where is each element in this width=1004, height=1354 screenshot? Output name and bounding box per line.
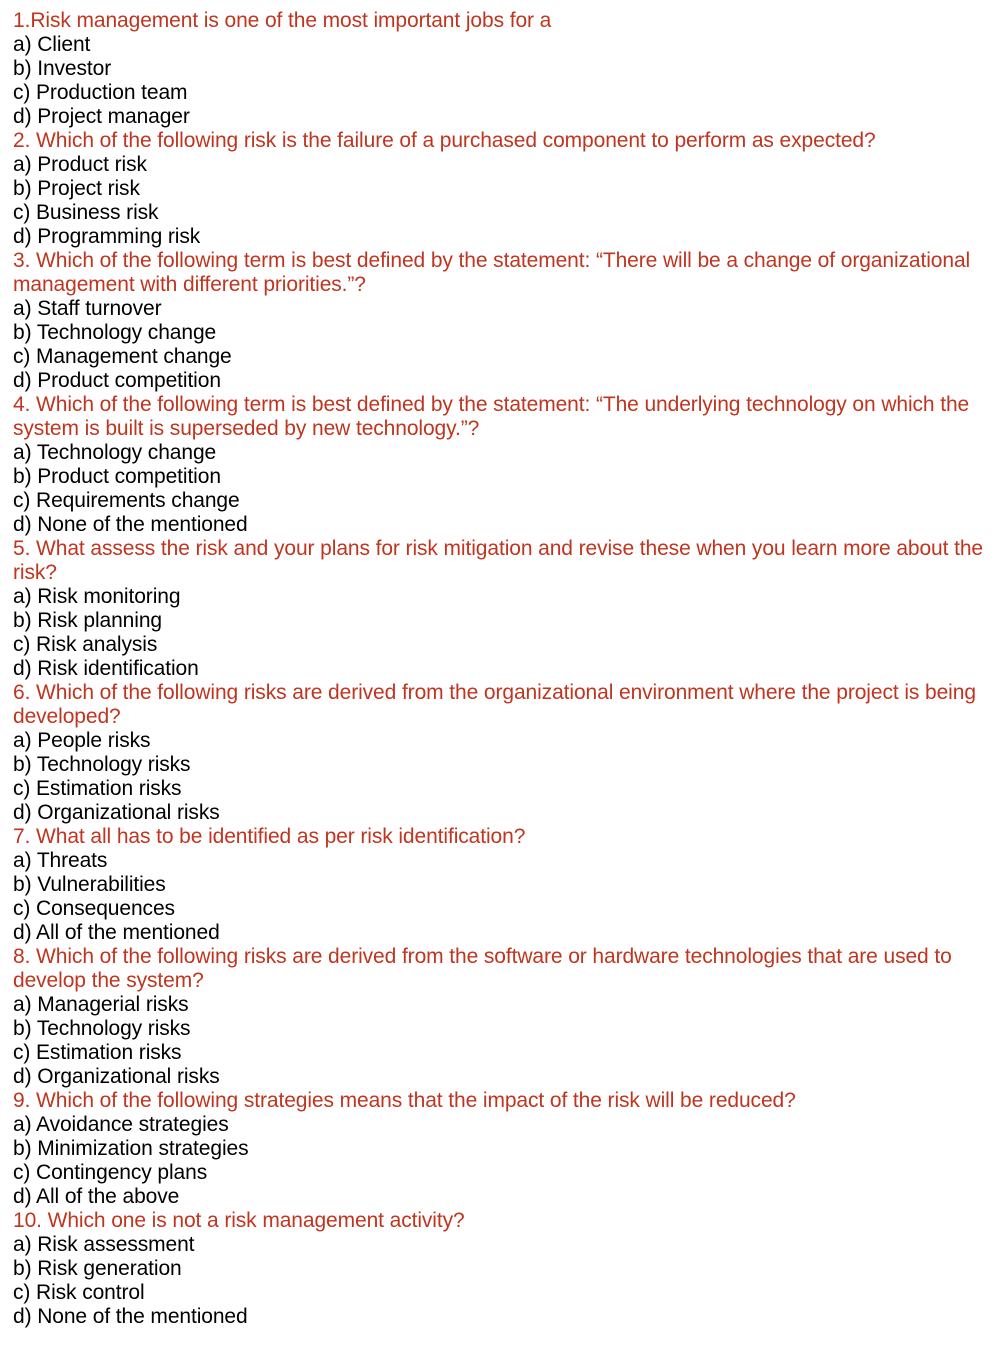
option-b: b) Risk generation [13,1257,182,1280]
option-b: b) Product competition [13,465,221,488]
option-c: c) Requirements change [13,489,240,512]
option-a: a) People risks [13,729,151,752]
option-a: a) Risk monitoring [13,585,181,608]
question-text: 9. Which of the following strategies means that the impact of the risk will be reduced? [13,1089,796,1112]
option-d: d) Project manager [13,105,190,128]
option-a: a) Threats [13,849,108,872]
option-c: c) Risk analysis [13,633,158,656]
option-b: b) Vulnerabilities [13,873,166,896]
question-8 [13,945,993,1089]
option-c: c) Production team [13,81,188,104]
option-a: a) Staff turnover [13,297,162,320]
question-text: 2. Which of the following risk is the failure of a purchased component to perform as expected? [13,129,876,152]
question-4 [13,393,993,537]
option-d: d) Product competition [13,369,221,392]
option-d: d) Risk identification [13,657,199,680]
option-c: c) Estimation risks [13,777,182,800]
option-a: a) Avoidance strategies [13,1113,229,1136]
option-d: d) All of the mentioned [13,921,220,944]
option-b: b) Technology risks [13,753,191,776]
option-a: a) Managerial risks [13,993,189,1016]
question-6 [13,681,993,825]
question-text: 10. Which one is not a risk management activity? [13,1209,465,1232]
question-10 [13,1209,993,1329]
option-c: c) Business risk [13,201,159,224]
option-d: d) Organizational risks [13,1065,220,1088]
question-3 [13,249,993,393]
question-7 [13,825,993,945]
option-c: c) Risk control [13,1281,145,1304]
option-a: a) Risk assessment [13,1233,195,1256]
option-d: d) None of the mentioned [13,1305,248,1328]
option-b: b) Minimization strategies [13,1137,249,1160]
question-text: 4. Which of the following term is best defined by the statement: “The underlying technology on which the system is built is superseded by new technology.”? [13,393,970,440]
question-text: 3. Which of the following term is best defined by the statement: “There will be a change of organizational management with different priorities.”? [13,249,971,296]
question-text: 7. What all has to be identified as per risk identification? [13,825,526,848]
question-text: 6. Which of the following risks are derived from the organizational environment where the project is being developed? [13,681,976,728]
option-d: d) None of the mentioned [13,513,248,536]
option-a: a) Technology change [13,441,217,464]
question-text: 1.Risk management is one of the most important jobs for a [13,9,552,32]
question-text: 5. What assess the risk and your plans for risk mitigation and revise these when you learn more about the risk? [13,537,983,584]
quiz-document [13,9,993,1329]
option-c: c) Contingency plans [13,1161,208,1184]
option-b: b) Technology risks [13,1017,191,1040]
option-c: c) Consequences [13,897,175,920]
option-b: b) Investor [13,57,112,80]
question-9 [13,1089,993,1209]
option-d: d) Organizational risks [13,801,220,824]
question-text: 8. Which of the following risks are derived from the software or hardware technologies that are used to develop the system? [13,945,952,992]
option-c: c) Management change [13,345,232,368]
question-2 [13,129,993,249]
option-b: b) Technology change [13,321,217,344]
option-a: a) Product risk [13,153,147,176]
option-a: a) Client [13,33,91,56]
option-b: b) Project risk [13,177,140,200]
question-1 [13,9,993,129]
option-d: d) Programming risk [13,225,201,248]
question-5 [13,537,993,681]
option-d: d) All of the above [13,1185,180,1208]
option-c: c) Estimation risks [13,1041,182,1064]
option-b: b) Risk planning [13,609,162,632]
